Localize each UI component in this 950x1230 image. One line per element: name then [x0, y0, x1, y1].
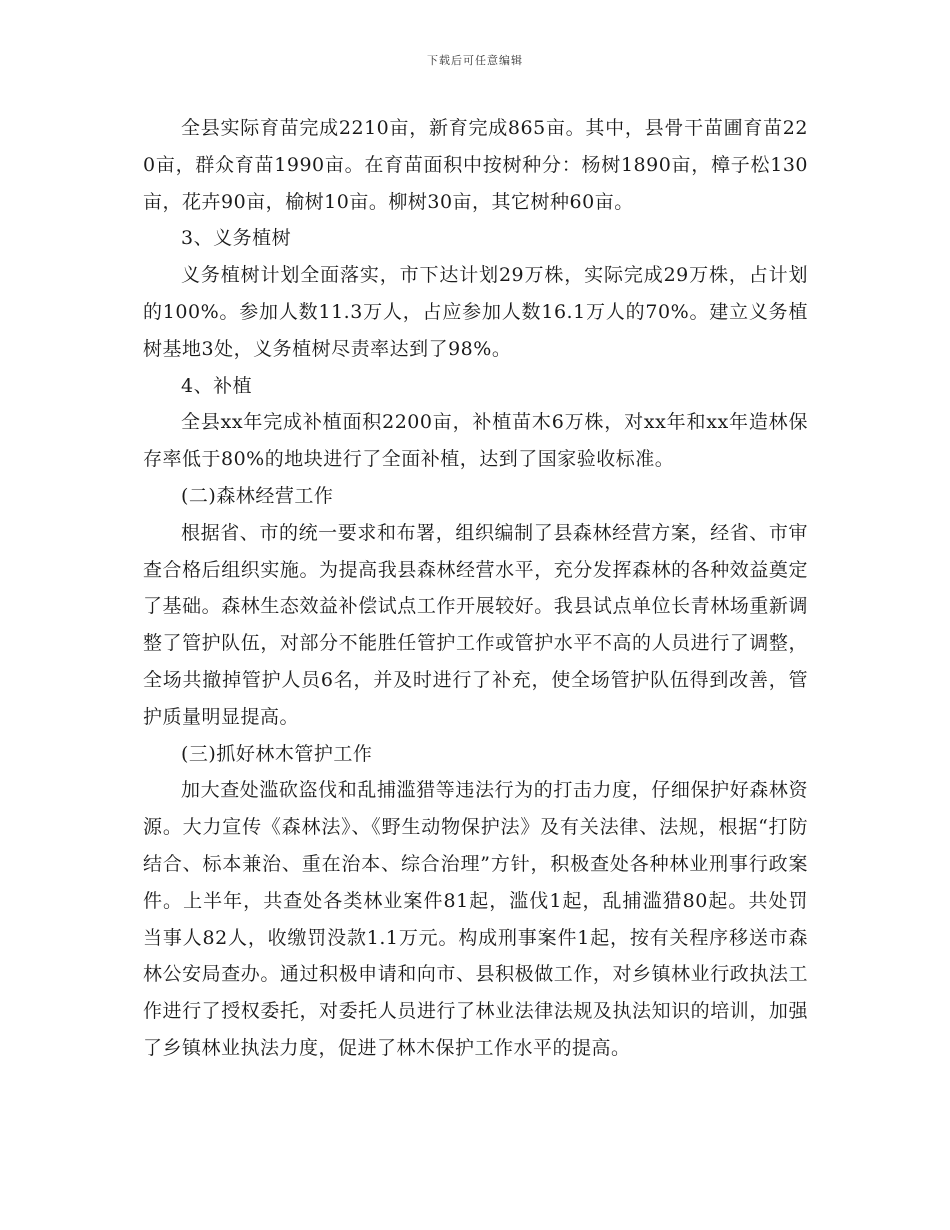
heading-voluntary-planting: 3、义务植树	[181, 227, 292, 250]
heading-forest-management: (二)森林经营工作	[181, 484, 334, 507]
paragraph-forest-protection: 加大查处滥砍盗伐和乱捕滥猎等违法行为的打击力度，仔细保护好森林资源。大力宣传《森林法》、《野生动物保护法》及有关法律、法规，根据“打防结合、标本兼治、重在治本、综合治理”方针，积极查处各种林业刑事行政案件。上半年，共查处各类林业案件81起，滥伐1起，乱捕滥猎80起。共处罚当事人82人，收缴罚没款1.1万元。构成刑事案件1起，按有关程序移送市森林公安局查办。通过积极申请和向市、县积极做工作，对乡镇林业行政执法工作进行了授权委托，对委托人员进行了林业法律法规及执法知识的培训，加强了乡镇林业执法力度，促进了林木保护工作水平的提高。	[143, 779, 808, 1059]
heading-forest-protection: (三)抓好林木管护工作	[181, 742, 373, 765]
document-body	[143, 110, 808, 1067]
paragraph-seedling-stats: 全县实际育苗完成2210亩，新育完成865亩。其中，县骨干苗圃育苗220亩，群众育苗1990亩。在育苗面积中按树种分：杨树1890亩，樟子松130亩，花卉90亩，榆树10亩。柳树30亩，其它树种60亩。	[143, 117, 808, 213]
paragraph-voluntary-planting: 义务植树计划全面落实，市下达计划29万株，实际完成29万株，占计划的100%。参加人数11.3万人，占应参加人数16.1万人的70%。建立义务植树基地3处，义务植树尽责率达到了98%。	[143, 264, 808, 360]
paragraph-replanting: 全县xx年完成补植面积2200亩，补植苗木6万株，对xx年和xx年造林保存率低于80%的地块进行了全面补植，达到了国家验收标准。	[143, 411, 808, 471]
page-header: 下载后可任意编辑	[427, 54, 523, 67]
heading-replanting: 4、补植	[181, 374, 253, 397]
paragraph-forest-management: 根据省、市的统一要求和布署，组织编制了县森林经营方案，经省、市审查合格后组织实施。为提高我县森林经营水平，充分发挥森林的各种效益奠定了基础。森林生态效益补偿试点工作开展较好。我县试点单位长青林场重新调整了管护队伍，对部分不能胜任管护工作或管护水平不高的人员进行了调整，全场共撤掉管护人员6名，并及时进行了补充，使全场管护队伍得到改善，管护质量明显提高。	[143, 521, 808, 728]
